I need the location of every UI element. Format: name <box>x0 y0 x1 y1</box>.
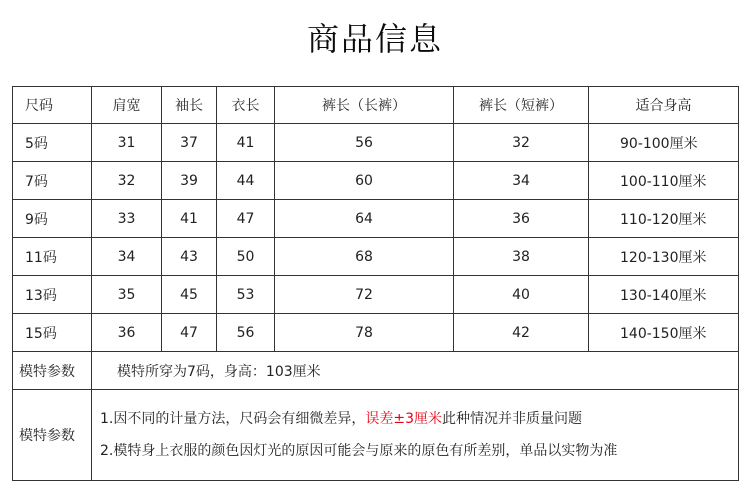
cell-pants-length-short: 36 <box>454 200 589 238</box>
cell-shoulder-width: 35 <box>92 276 162 314</box>
header-top-length: 衣长 <box>217 87 275 124</box>
cell-suitable-height: 110-120厘米 <box>589 200 739 238</box>
cell-shoulder-width: 36 <box>92 314 162 352</box>
cell-pants-length-short: 34 <box>454 162 589 200</box>
cell-suitable-height: 140-150厘米 <box>589 314 739 352</box>
cell-sleeve-length: 45 <box>162 276 217 314</box>
cell-sleeve-length: 37 <box>162 124 217 162</box>
cell-top-length: 41 <box>217 124 275 162</box>
tolerance-highlight: 误差±3厘米 <box>365 411 442 427</box>
table-row <box>13 162 739 200</box>
cell-pants-length-long: 78 <box>275 314 454 352</box>
cell-sleeve-length: 43 <box>162 238 217 276</box>
cell-pants-length-short: 42 <box>454 314 589 352</box>
cell-suitable-height: 120-130厘米 <box>589 238 739 276</box>
cell-sleeve-length: 39 <box>162 162 217 200</box>
cell-top-length: 44 <box>217 162 275 200</box>
cell-suitable-height: 100-110厘米 <box>589 162 739 200</box>
header-sleeve-length: 袖长 <box>162 87 217 124</box>
cell-sleeve-length: 47 <box>162 314 217 352</box>
header-suitable-height: 适合身高 <box>589 87 739 124</box>
cell-pants-length-long: 60 <box>275 162 454 200</box>
cell-shoulder-width: 31 <box>92 124 162 162</box>
cell-pants-length-long: 56 <box>275 124 454 162</box>
table-row <box>13 124 739 162</box>
cell-size: 7码 <box>13 162 92 200</box>
cell-shoulder-width: 34 <box>92 238 162 276</box>
cell-pants-length-short: 40 <box>454 276 589 314</box>
cell-pants-length-short: 38 <box>454 238 589 276</box>
header-size: 尺码 <box>13 87 92 124</box>
size-chart-table <box>12 86 739 481</box>
cell-suitable-height: 130-140厘米 <box>589 276 739 314</box>
cell-pants-length-short: 32 <box>454 124 589 162</box>
cell-size: 5码 <box>13 124 92 162</box>
cell-top-length: 47 <box>217 200 275 238</box>
note-line-2: 2.模特身上衣服的颜色因灯光的原因可能会与原来的原色有所差别，单品以实物为准 <box>100 443 618 459</box>
cell-pants-length-long: 72 <box>275 276 454 314</box>
cell-size: 13码 <box>13 276 92 314</box>
note-line-1-text: 1.因不同的计量方法，尺码会有细微差异， <box>100 411 366 427</box>
model-info-row <box>13 352 739 390</box>
table-row <box>13 276 739 314</box>
cell-size: 11码 <box>13 238 92 276</box>
model-info-label: 模特参数 <box>13 352 92 390</box>
cell-suitable-height: 90-100厘米 <box>589 124 739 162</box>
header-shoulder-width: 肩宽 <box>92 87 162 124</box>
table-row <box>13 238 739 276</box>
header-pants-length-long: 裤长（长裤） <box>275 87 454 124</box>
cell-shoulder-width: 32 <box>92 162 162 200</box>
page-title: 商品信息 <box>306 20 443 58</box>
cell-size: 9码 <box>13 200 92 238</box>
table-row <box>13 314 739 352</box>
notes-row <box>13 390 739 481</box>
cell-top-length: 56 <box>217 314 275 352</box>
note-line-1-suffix: 此种情况并非质量问题 <box>442 411 582 427</box>
notes-cell <box>92 390 739 481</box>
cell-sleeve-length: 41 <box>162 200 217 238</box>
cell-pants-length-long: 68 <box>275 238 454 276</box>
table-header-row <box>13 87 739 124</box>
cell-size: 15码 <box>13 314 92 352</box>
cell-shoulder-width: 33 <box>92 200 162 238</box>
cell-top-length: 53 <box>217 276 275 314</box>
model-info-text: 模特所穿为7码，身高：103厘米 <box>92 352 739 390</box>
notes-label: 模特参数 <box>13 390 92 481</box>
table-row <box>13 200 739 238</box>
note-line-1 <box>100 407 738 431</box>
cell-pants-length-long: 64 <box>275 200 454 238</box>
cell-top-length: 50 <box>217 238 275 276</box>
header-pants-length-short: 裤长（短裤） <box>454 87 589 124</box>
